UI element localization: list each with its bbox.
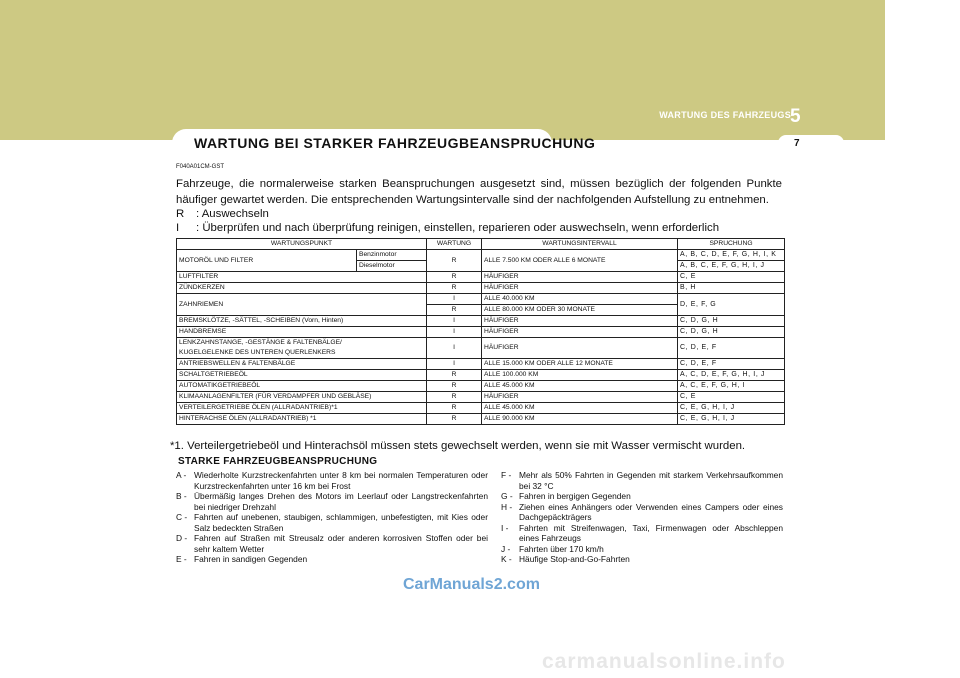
table-row: [177, 294, 785, 305]
row-item: ZAHNRIEMEN: [177, 294, 427, 316]
engine-type: Benzinmotor: [357, 250, 427, 261]
legend-text: : Überprüfen und nach überprüfung reinigen, einstellen, reparieren oder auswechseln, wenn erforderlich: [196, 222, 720, 234]
list-item: [501, 502, 783, 523]
row-operation: R: [427, 381, 482, 392]
row-operation: I: [427, 327, 482, 338]
row-interval: HÄUFIGER: [482, 392, 678, 403]
intro-paragraph: Fahrzeuge, die normalerweise starken Beanspruchungen ausgesetzt sind, müssen bezüglich der folgenden Punkte häufiger gewartet werden. Die entsprechenden Wartungsintervalle sind der nachfolgenden Aufstellung zu entnehmen.: [176, 178, 782, 206]
table-row: [177, 392, 785, 403]
row-interval: ALLE 45.000 KM: [482, 381, 678, 392]
table-header-row: [177, 239, 785, 250]
header-severity: SPRUCHUNG: [678, 239, 785, 250]
list-item: [501, 523, 783, 544]
row-severity: A, C, E, F, G, H, I: [678, 381, 785, 392]
condition-text: Fahren in sandigen Gegenden: [194, 554, 308, 564]
page-number-tab: [778, 135, 844, 151]
condition-letter: G -: [501, 491, 513, 501]
row-interval: HÄUFIGER: [482, 327, 678, 338]
legend-key: R: [176, 208, 185, 220]
condition-text: Mehr als 50% Fahrten in Gegenden mit starkem Verkehrsaufkommen bei 32 °C: [519, 470, 783, 491]
condition-text: Häufige Stop-and-Go-Fahrten: [519, 554, 630, 564]
row-interval: HÄUFIGER: [482, 338, 678, 359]
row-interval: ALLE 40.000 KM: [482, 294, 678, 305]
legend-replace: [176, 208, 269, 220]
row-severity: A, B, C, E, F, G, H, I, J: [678, 261, 785, 272]
row-item: BREMSKLÖTZE, -SÄTTEL, -SCHEIBEN (Vorn, Hinten): [177, 316, 427, 327]
table-row: [177, 338, 785, 359]
table-row: [177, 381, 785, 392]
condition-letter: A -: [176, 470, 187, 480]
row-interval: ALLE 100.000 KM: [482, 370, 678, 381]
row-severity: C, E, G, H, I, J: [678, 414, 785, 425]
row-severity: C, E: [678, 392, 785, 403]
row-severity: C, E: [678, 272, 785, 283]
header-item: WARTUNGSPUNKT: [177, 239, 427, 250]
row-operation: R: [427, 403, 482, 414]
legend-inspect: [176, 222, 719, 234]
condition-text: Fahren auf Straßen mit Streusalz oder anderen korrosiven Stoffen oder bei sehr kaltem Wetter: [194, 533, 488, 554]
row-operation: R: [427, 283, 482, 294]
condition-letter: C -: [176, 512, 188, 522]
row-interval: ALLE 45.000 KM: [482, 403, 678, 414]
list-item: [501, 544, 783, 555]
document-code: F040A01CM-GST: [176, 164, 225, 170]
chapter-number: 5: [790, 106, 801, 127]
condition-text: Ziehen eines Anhängers oder Verwenden eines Campers oder eines Dachgepäckträgers: [519, 501, 783, 522]
row-item-line: LENKZAHNSTANGE, -GESTÄNGE & FALTENBÄLGE/: [179, 339, 342, 346]
row-severity: A, B, C, D, E, F, G, H, I, K: [678, 250, 785, 261]
row-item: MOTORÖL UND FILTER: [177, 250, 357, 272]
row-operation: I: [427, 338, 482, 359]
row-item-line: KUGELGELENKE DES UNTEREN QUERLENKERS: [179, 349, 336, 356]
row-operation: R: [427, 414, 482, 425]
list-item: [501, 491, 783, 502]
condition-letter: F -: [501, 470, 512, 480]
condition-text: Fahrten über 170 km/h: [519, 543, 604, 554]
row-operation: R: [427, 250, 482, 272]
list-item: [176, 533, 488, 554]
row-severity: D, E, F, G: [678, 294, 785, 316]
row-item: KLIMAANLAGENFILTER (FÜR VERDAMPFER UND GEBLÄSE): [177, 392, 427, 403]
site-watermark: carmanualsonline.info: [542, 650, 786, 673]
engine-type: Dieselmotor: [357, 261, 427, 272]
conditions-right-column: [501, 470, 783, 565]
table-row: [177, 414, 785, 425]
maintenance-table: [176, 238, 785, 425]
row-interval: HÄUFIGER: [482, 316, 678, 327]
footnote: *1. Verteilergetriebeöl und Hinterachsöl müssen stets gewechselt werden, wenn sie mit Wasser vermischt wurden.: [170, 440, 746, 452]
condition-letter: J -: [501, 543, 511, 554]
chapter-title: WARTUNG DES FAHRZEUGS: [659, 110, 791, 120]
row-operation: I: [427, 359, 482, 370]
row-interval: HÄUFIGER: [482, 283, 678, 294]
list-item: [176, 554, 488, 565]
row-operation: R: [427, 272, 482, 283]
row-severity: B, H: [678, 283, 785, 294]
row-item: HANDBREMSE: [177, 327, 427, 338]
row-operation: R: [427, 370, 482, 381]
row-item: AUTOMATIKGETRIEBEÖL: [177, 381, 427, 392]
row-item: SCHALTGETRIEBEÖL: [177, 370, 427, 381]
table-row: [177, 359, 785, 370]
row-severity: C, E, G, H, I, J: [678, 403, 785, 414]
legend-text: : Auswechseln: [196, 208, 269, 220]
condition-letter: D -: [176, 533, 188, 543]
row-severity: C, D, E, F: [678, 359, 785, 370]
table-row: [177, 327, 785, 338]
table-row: [177, 283, 785, 294]
row-item: [177, 338, 427, 359]
list-item: [176, 491, 488, 512]
condition-text: Wiederholte Kurzstreckenfahrten unter 8 km bei normalen Temperaturen oder Kurzstreckenfahrten unter 16 km bei Frost: [194, 470, 488, 491]
row-operation: I: [427, 294, 482, 305]
condition-text: Fahrten mit Streifenwagen, Taxi, Firmenwagen oder Abschleppen eines Fahrzeugs: [519, 522, 783, 543]
condition-text: Übermäßig langes Drehen des Motors im Leerlauf oder Langstreckenfahrten bei niedriger Drehzahl: [194, 491, 488, 512]
list-item: [176, 470, 488, 491]
list-item: [501, 554, 783, 565]
conditions-left-column: [176, 470, 488, 565]
row-item: ANTRIEBSWELLEN & FALTENBÄLGE: [177, 359, 427, 370]
row-item: LUFTFILTER: [177, 272, 427, 283]
row-severity: A, C, D, E, F, G, H, I, J: [678, 370, 785, 381]
page-number: 7: [794, 138, 800, 149]
table-row: [177, 370, 785, 381]
legend-key: I: [176, 222, 180, 234]
table-row: [177, 403, 785, 414]
table-row: [177, 272, 785, 283]
row-interval: ALLE 90.000 KM: [482, 414, 678, 425]
list-item: [501, 470, 783, 491]
row-item: HINTERACHSE ÖLEN (ALLRADANTRIEB) *1: [177, 414, 427, 425]
table-row: [177, 316, 785, 327]
row-interval: HÄUFIGER: [482, 272, 678, 283]
row-operation: R: [427, 392, 482, 403]
condition-text: Fahrten auf unebenen, staubigen, schlammigen, unbefestigten, mit Kies oder Salz bedeckten Straßen: [194, 512, 488, 533]
row-severity: C, D, E, F: [678, 338, 785, 359]
row-operation: R: [427, 305, 482, 316]
row-interval: ALLE 7.500 KM ODER ALLE 6 MONATE: [482, 250, 678, 272]
row-item: ZÜNDKERZEN: [177, 283, 427, 294]
row-item: VERTEILERGETRIEBE ÖLEN (ALLRADANTRIEB)*1: [177, 403, 427, 414]
row-severity: C, D, G, H: [678, 327, 785, 338]
conditions-heading: STARKE FAHRZEUGBEANSPRUCHUNG: [178, 456, 378, 467]
row-severity: C, D, G, H: [678, 316, 785, 327]
row-interval: ALLE 15.000 KM ODER ALLE 12 MONATE: [482, 359, 678, 370]
watermark-link[interactable]: CarManuals2.com: [403, 576, 540, 593]
row-operation: I: [427, 316, 482, 327]
condition-letter: K -: [501, 554, 512, 564]
section-title: WARTUNG BEI STARKER FAHRZEUGBEANSPRUCHUNG: [194, 135, 596, 151]
list-item: [176, 512, 488, 533]
header-interval: WARTUNGSINTERVALL: [482, 239, 678, 250]
condition-letter: B -: [176, 491, 187, 501]
condition-letter: H -: [501, 501, 513, 512]
row-interval: ALLE 80.000 KM ODER 30 MONATE: [482, 305, 678, 316]
condition-text: Fahren in bergigen Gegenden: [519, 491, 631, 501]
condition-letter: I -: [501, 522, 509, 533]
header-operation: WARTUNG: [427, 239, 482, 250]
condition-letter: E -: [176, 554, 187, 564]
table-row: [177, 250, 785, 261]
